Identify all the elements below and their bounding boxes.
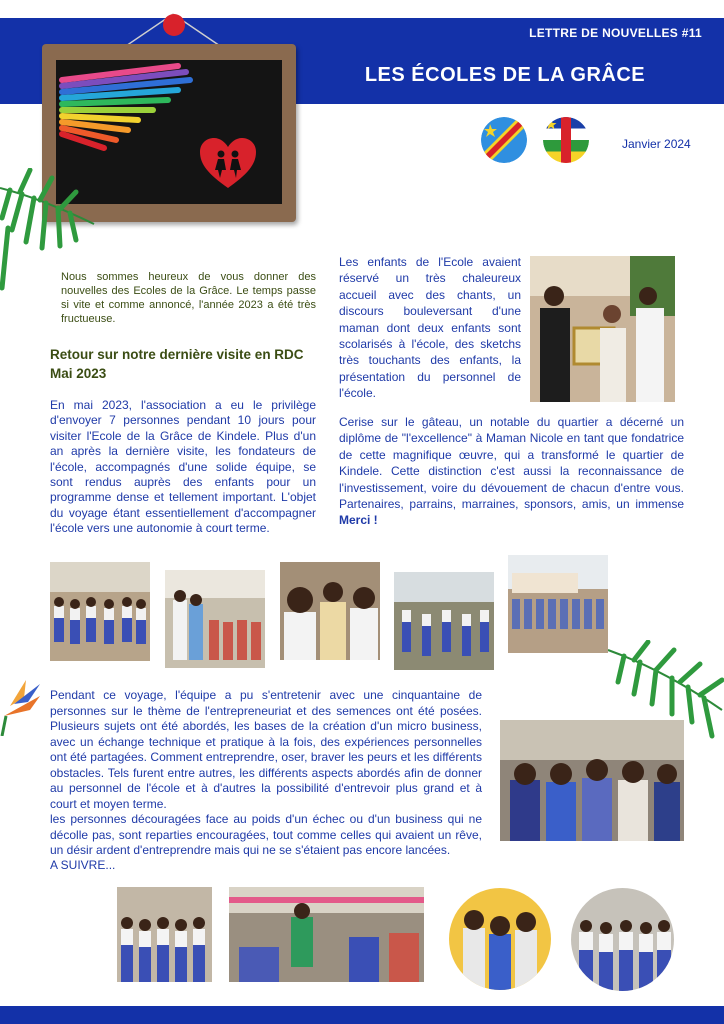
photo-classroom-1 bbox=[50, 562, 150, 661]
newsletter-number: LETTRE DE NOUVELLES #11 bbox=[529, 26, 702, 40]
issue-date: Janvier 2024 bbox=[622, 137, 691, 151]
encouragement-paragraph: les personnes découragées face au poids d'un échec ou d'un business qui ne décolle pas, sont reparties encouragées, tout comme celles qui avaient un rêve, un désir ardent d'entreprendre mais qui ne se s'étaient pas encore lancées. bbox=[50, 812, 482, 857]
intro-text: Nous sommes heureux de vous donner des nouvelles des Ecoles de la Grâce. Le temps passe si vite et comme annoncé, l'année 2023 a été très fructueuse. bbox=[61, 271, 316, 325]
photo-group-outdoor bbox=[508, 555, 608, 653]
bird-of-paradise-flower bbox=[0, 676, 44, 736]
section1-body: En mai 2023, l'association a eu le privilège d'envoyer 7 personnes pendant 10 jours pour visiter l'Ecole de la Grâce de Kindele. Plus d'un an après la dernière visite, les fondateurs de l'école, accompagnés d'une solide équipe, se sont rendus auprès des enfants pour un programme dense et tellement important. L'objet du voyage étant essentiellement d'accompagner l'école vers une autonomie à court terme. bbox=[50, 398, 316, 536]
photo-circle-right bbox=[571, 888, 674, 991]
page-title: LES ÉCOLES DE LA GRÂCE bbox=[364, 64, 646, 86]
colored-pencils-icon bbox=[58, 62, 218, 152]
section-heading-line2: Mai 2023 bbox=[50, 366, 107, 381]
diploma-paragraph-text: Cerise sur le gâteau, un notable du quartier a décerné un diplôme de "l'excellence" à Maman Nicole en tant que fondatrice de cette magnifique œuvre, qui a transformé le quartier de Kindele. Cette distinction c'est aussi la reconnaissance de l'investissement, voire du dévouement de chacun d'entre vous. Partenaires, parrains, marraines, sponsors, amis, un immense bbox=[339, 415, 684, 512]
car-flag-icon bbox=[543, 117, 589, 163]
section-heading-line1: Retour sur notre dernière visite en RDC bbox=[50, 347, 304, 362]
drc-flag-icon bbox=[481, 117, 527, 163]
photo-assembly bbox=[165, 570, 265, 668]
heart-icon bbox=[198, 136, 258, 192]
photo-students-bottom bbox=[117, 887, 212, 982]
diploma-photo bbox=[530, 256, 675, 402]
thanks-text: Merci ! bbox=[339, 513, 378, 528]
photo-children-close bbox=[280, 562, 380, 660]
footer-band bbox=[0, 1006, 724, 1024]
photo-celebration bbox=[229, 887, 424, 982]
to-follow-text: A SUIVRE... bbox=[50, 858, 116, 872]
section-heading bbox=[50, 345, 320, 383]
welcome-paragraph: Les enfants de l'Ecole avaient réservé un très chaleureux accueil avec des chants, un discours bouleversant d'une maman dont deux enfants sont scolarisés à l'école, des sketchs très touchants des enfants, la présentation du personnel de l'école. bbox=[339, 255, 521, 401]
photo-circle-left bbox=[449, 888, 551, 990]
training-paragraph: Pendant ce voyage, l'équipe a pu s'entretenir avec une cinquantaine de personnes sur le thème de l'entrepreneuriat et des semences ont été posées. Plusieurs sujets ont été abordés, les bases de la création d'un micro business, avec un échange technique et pratique à la fois, des expériences personnelles ont été partagées. Comment entreprendre, oser, braver les peurs et les différents obstacles. Tels furent entre autres, les différents aspects abordés afin de donner au personnel de l'école et à d'autres la possibilité d'entrevoir plus grand et à court et moyen terme. bbox=[50, 688, 482, 811]
diploma-paragraph bbox=[339, 414, 684, 529]
photo-yard bbox=[394, 572, 494, 670]
pushpin-icon bbox=[163, 14, 185, 36]
photo-training-session bbox=[500, 720, 684, 841]
